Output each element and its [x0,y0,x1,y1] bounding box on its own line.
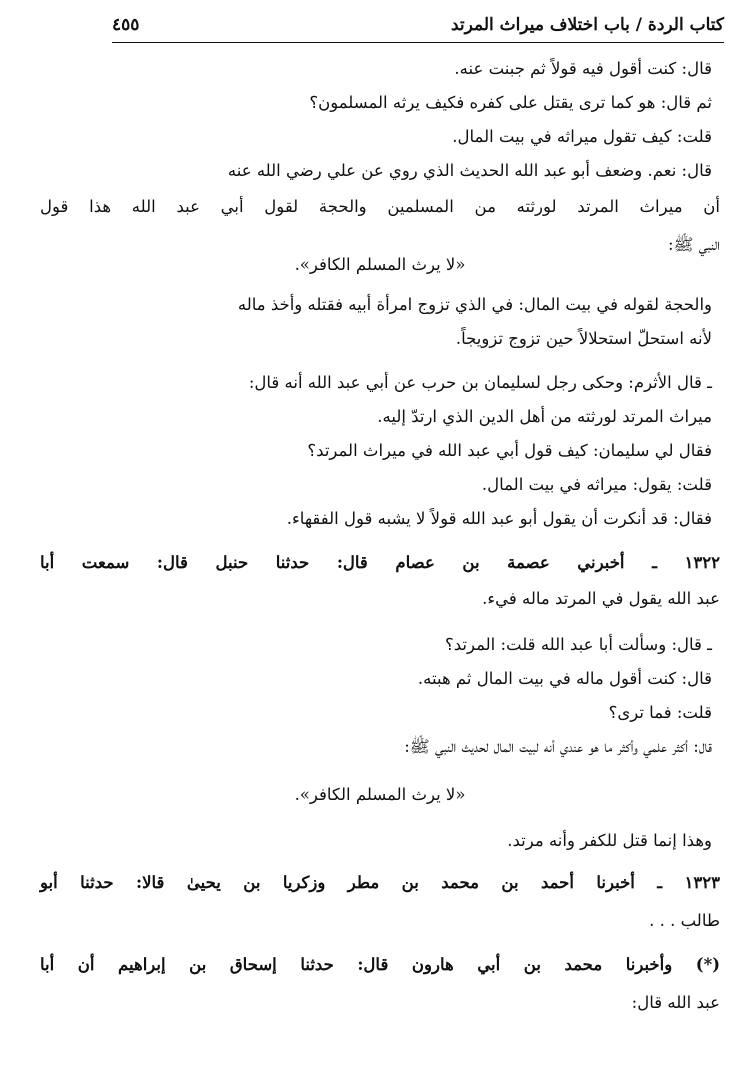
text-line: قال: أكثر علمي وأكثر ما هو عندي أنه لبيت المال لحديث النبي ﷺ: [404,737,712,756]
page-header [112,8,724,43]
text-line: النبي ﷺ: [667,235,720,254]
text-line: قال: نعم. وضعف أبو عبد الله الحديث الذي روي عن علي رضي الله عنه [227,161,712,180]
text-line: قلت: يقول: ميراثه في بيت المال. [481,475,712,494]
text-line: ـ قال الأثرم: وحكى رجل لسليمان بن حرب عن أبي عبد الله أنه قال: [248,373,712,392]
text-line: وهذا إنما قتل للكفر وأنه مرتد. [507,831,712,850]
narration-note: (*) وأخبرنا محمد بن أبي هارون قال: حدثنا إسحاق بن إبراهيم أن أبا [40,955,720,974]
hadith-quote: «لا يرث المسلم الكافر». [294,785,466,804]
narration-1322: ١٣٢٢ ـ أخبرني عصمة بن عصام قال: حدثنا حنبل قال: سمعت أبا [40,553,720,572]
text-line: فقال: قد أنكرت أن يقول أبو عبد الله قولاً لا يشبه قول الفقهاء. [286,509,712,528]
text-line: عبد الله قال: [631,993,720,1012]
text-line: والحجة لقوله في بيت المال: في الذي تزوج امرأة أبيه فقتله وأخذ ماله [237,295,712,314]
text-line: قال: كنت أقول فيه قولاً ثم جبنت عنه. [454,59,712,78]
text-line: فقال لي سليمان: كيف قول أبي عبد الله في ميراث المرتد؟ [307,441,712,460]
text-line: قلت: فما ترى؟ [608,703,712,722]
hadith-quote: «لا يرث المسلم الكافر». [294,255,466,274]
text-line: لأنه استحلّ استحلالاً حين تزوج تزويجاً. [455,329,712,348]
text-line: عبد الله يقول في المرتد ماله فيء. [482,589,720,608]
page-number: ٤٥٥ [112,15,140,35]
text-line: ميراث المرتد لورثته من أهل الدين الذي ارتدّ إليه. [377,407,712,426]
text-line: قلت: كيف تقول ميراثه في بيت المال. [452,127,712,146]
text-line: ـ قال: وسألت أبا عبد الله قلت: المرتد؟ [444,635,712,654]
text-line: طالب . . . [649,911,720,930]
narration-1323: ١٣٢٣ ـ أخبرنا أحمد بن محمد بن مطر وزكريا بن يحيىٰ قالا: حدثنا أبو [40,873,720,892]
text-line: ثم قال: هو كما ترى يقتل على كفره فكيف يرثه المسلمون؟ [309,93,712,112]
text-line: أن ميراث المرتد لورثته من المسلمين والحجة لقول أبي عبد الله هذا قول [40,197,720,216]
text-line: قال: كنت أقول ماله في بيت المال ثم هبته. [417,669,712,688]
running-title: كتاب الردة / باب اختلاف ميراث المرتد [450,15,724,35]
